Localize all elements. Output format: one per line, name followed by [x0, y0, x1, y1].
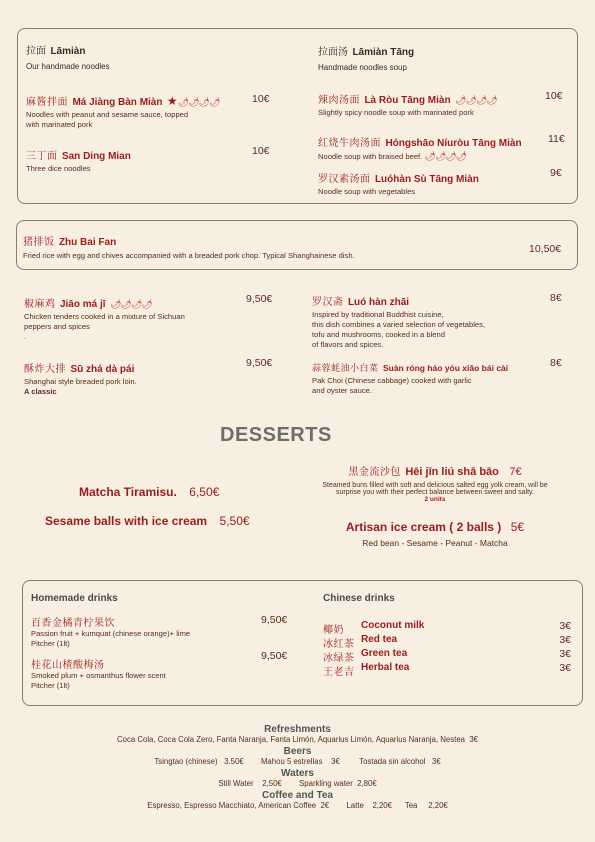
- dessert-flavors: Red bean - Sesame - Peanut - Matcha: [362, 538, 508, 548]
- desserts-title: DESSERTS: [220, 424, 332, 446]
- item-desc: Fried rice with egg and chives accompanied with a breaded pork chop. Typical Shanghainese dish.: [23, 251, 355, 260]
- item-price: 9€: [550, 167, 562, 179]
- item-price: 9,50€: [246, 357, 273, 369]
- dessert-desc: surprise you with their perfect balance between sweet and salty.: [336, 489, 534, 496]
- lamian-tang-header-cn: 拉面汤: [318, 47, 348, 58]
- item-price: 8€: [550, 357, 562, 369]
- drink-name: Red tea: [361, 634, 398, 645]
- item-price: 10€: [545, 90, 563, 102]
- dessert-name: Hēi jīn liú shā bāo: [405, 466, 499, 478]
- item-cn: 猪排饭: [23, 237, 55, 248]
- item-cn: 椒麻鸡: [24, 299, 56, 310]
- drink-row: [323, 620, 573, 634]
- chili-icon: 🌶🌶🌶🌶: [109, 299, 152, 309]
- drink-row: [323, 634, 573, 648]
- item-desc: Three dice noodles: [26, 164, 91, 173]
- item-desc: peppers and spices: [24, 322, 90, 332]
- dessert-item: [290, 462, 580, 503]
- item-desc: Shanghai style breaded pork loin.: [24, 377, 137, 386]
- drink-price: 9,50€: [261, 614, 288, 626]
- dessert-name: Artisan ice cream ( 2 balls ): [345, 520, 502, 534]
- drink-name: Coconut milk: [361, 620, 425, 631]
- item-cn: 罗汉斋: [312, 297, 344, 308]
- item-name: Luó hàn zhāi: [347, 297, 410, 308]
- menu-item: [318, 169, 548, 197]
- item-cn: 红烧牛肉汤面: [318, 138, 381, 149]
- dessert-units: 2 units: [424, 496, 446, 503]
- menu-item: [26, 92, 266, 130]
- drink-price: 3€: [559, 662, 571, 674]
- menu-item: [318, 133, 548, 163]
- refreshments-list: Coca Cola, Coca Cola Zero, Fanta Naranja, Fanta Limón, Aquarius Limón, Aquarius Naranja, Nestea 3€: [116, 735, 478, 744]
- item-desc: Inspired by traditional Buddhist cuisine,: [312, 310, 444, 319]
- dessert-price: 7€: [509, 466, 522, 478]
- item-desc: tofu and mushrooms, cooked in a blend: [312, 330, 445, 340]
- item-price: 10€: [252, 145, 270, 157]
- item-cn: 蒜蓉蚝油小白菜: [312, 364, 379, 374]
- item-cn: 辣肉汤面: [318, 95, 360, 106]
- item-name: Hóngshāo Níuròu Tāng Miàn: [385, 138, 522, 149]
- lamian-tang-header: [318, 42, 414, 72]
- waters-title: Waters: [281, 768, 314, 779]
- item-desc: Noodle soup with vegetables: [318, 187, 416, 196]
- drink-cn: 冰红茶: [323, 639, 355, 650]
- drink-cn: 百香金橘青柠果饮: [31, 618, 115, 629]
- item-name: Má Jiàng Bàn Miàn: [72, 97, 163, 108]
- item-price: 8€: [550, 292, 562, 304]
- homemade-drinks-title: Homemade drinks: [31, 593, 118, 604]
- waters-list: Still Water 2,50€ Sparkling water 2,80€: [218, 779, 377, 788]
- item-cn: 罗汉素汤面: [318, 174, 371, 185]
- beers-title: Beers: [283, 746, 312, 757]
- drink-price: 3€: [559, 620, 571, 632]
- drink-price: 3€: [559, 634, 571, 646]
- drink-price: 3€: [559, 648, 571, 660]
- item-name: Zhu Bai Fan: [58, 237, 117, 248]
- coffee-list: Espresso, Espresso Macchiato, American Coffee 2€ Latte 2,20€ Tea 2,20€: [147, 801, 448, 810]
- drink-desc: Pitcher (1lt): [31, 681, 70, 691]
- item-desc: Pak Choi (Chinese cabbage) cooked with garlic: [312, 376, 472, 385]
- item-desc: Noodles with peanut and sesame sauce, topped: [26, 110, 189, 119]
- item-desc: A classic: [24, 387, 57, 397]
- dessert-cn: 黑金流沙包: [348, 467, 401, 478]
- item-price: 11€: [548, 133, 565, 145]
- item-desc: Chicken tenders cooked in a mixture of Sichuan: [24, 312, 185, 321]
- dessert-price: 6,50€: [189, 485, 220, 499]
- lamian-tang-header-pinyin: Lāmiàn Tāng: [352, 47, 415, 58]
- chili-icon: 🌶🌶🌶🌶: [177, 97, 220, 107]
- refreshments-title: Refreshments: [264, 724, 331, 735]
- lamian-header-sub: Our handmade noodles: [26, 62, 110, 71]
- item-name: Jiāo má jī: [59, 299, 106, 310]
- item-desc: .: [24, 332, 27, 342]
- drink-cn: 桂花山楂酸梅汤: [31, 660, 105, 671]
- coffee-title: Coffee and Tea: [262, 790, 333, 801]
- drink-item: [31, 614, 261, 649]
- menu-item: [318, 90, 548, 118]
- item-desc: this dish combines a varied selection of vegetables,: [312, 320, 486, 330]
- drink-desc: Passion fruit + kumquat (chinese orange)+ lime: [31, 629, 191, 638]
- dessert-desc: Steamed buns filled with soft and delicious salted egg yolk cream, will be: [322, 482, 548, 489]
- item-desc: with marinated pork: [26, 120, 93, 130]
- menu-item: [312, 292, 542, 350]
- item-name: San Ding Mian: [61, 151, 131, 162]
- dessert-item: [79, 483, 219, 501]
- drink-cn: 王老吉: [323, 667, 355, 678]
- drink-row: [323, 662, 573, 676]
- menu-item: [24, 359, 239, 397]
- lamian-header-pinyin: Lāmiàn: [50, 46, 86, 57]
- lamian-header: [26, 41, 110, 71]
- item-name: Suàn róng háo yóu xiǎo bái cài: [382, 363, 509, 373]
- menu-item: [312, 358, 547, 396]
- item-cn: 麻酱拌面: [26, 97, 68, 108]
- menu-item: [26, 146, 246, 174]
- item-name: Luóhàn Sù Tāng Miàn: [374, 174, 479, 185]
- chinese-drink-list: [323, 620, 573, 676]
- item-cn: 三丁面: [26, 151, 58, 162]
- drink-desc: Smoked plum + osmanthus flower scent: [31, 671, 166, 680]
- dessert-name: Matcha Tiramisu.: [79, 485, 177, 499]
- drink-cn: 冰绿茶: [323, 653, 355, 664]
- item-desc: and oyster sauce.: [312, 386, 372, 396]
- drink-price: 9,50€: [261, 650, 288, 662]
- chinese-drinks-title: Chinese drinks: [323, 593, 395, 604]
- dessert-price: 5€: [510, 520, 525, 534]
- menu-item: [24, 294, 239, 342]
- drink-name: Herbal tea: [361, 662, 410, 673]
- dessert-name: Sesame balls with ice cream: [45, 514, 208, 528]
- item-price: 10,50€: [529, 243, 562, 255]
- dessert-item: [45, 512, 250, 530]
- beers-list: Tsingtao (chinese) 3.50€ Mahou 5 estrellas 3€ Tostada sin alcohol 3€: [154, 757, 441, 766]
- item-name: Sū zhá dà pái: [70, 364, 135, 375]
- menu-item: [23, 232, 503, 261]
- drink-cn: 椰奶: [323, 625, 344, 636]
- dessert-item: [310, 518, 560, 548]
- footer: [0, 724, 595, 810]
- lamian-header-cn: 拉面: [26, 46, 46, 57]
- star-icon: ★: [166, 94, 178, 108]
- item-price: 10€: [252, 93, 270, 105]
- drink-name: Green tea: [361, 648, 408, 659]
- item-desc: of flavors and spices.: [312, 340, 384, 350]
- drink-desc: Pitcher (1lt): [31, 639, 70, 649]
- item-price: 9,50€: [246, 293, 273, 305]
- chili-icon: 🌶🌶🌶🌶: [455, 95, 497, 105]
- dessert-price: 5,50€: [219, 514, 250, 528]
- item-desc: Slightly spicy noodle soup with marinated pork: [318, 108, 474, 117]
- chili-icon: 🌶🌶🌶🌶: [424, 151, 467, 161]
- lamian-tang-header-sub: Handmade noodles soup: [318, 63, 407, 72]
- drink-item: [31, 656, 261, 691]
- drink-row: [323, 648, 573, 662]
- item-cn: 酥炸大排: [24, 364, 66, 375]
- item-desc: Noodle soup with braised beef.: [318, 152, 423, 161]
- item-name: Là Ròu Tāng Miàn: [364, 95, 451, 106]
